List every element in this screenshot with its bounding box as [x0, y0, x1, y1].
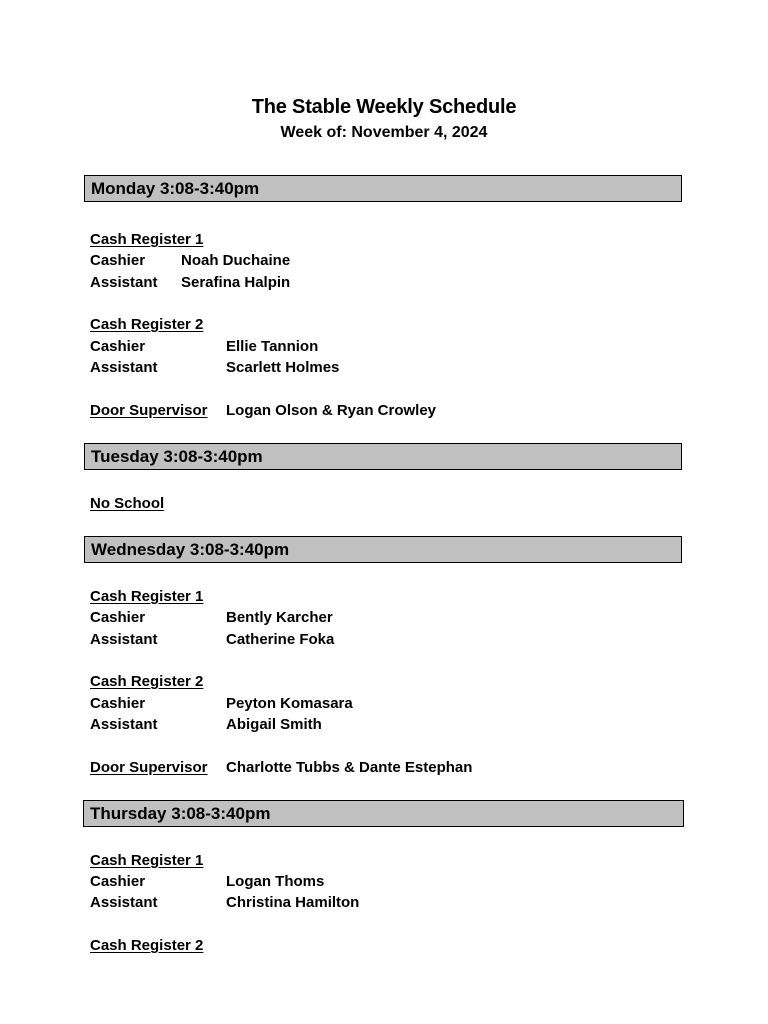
wednesday-register-2-assistant-role: Assistant [90, 716, 158, 733]
wednesday-register-1-assistant-role: Assistant [90, 631, 158, 648]
tuesday-note: No School [90, 495, 165, 512]
monday-register-2-assistant-role: Assistant [90, 359, 158, 376]
wednesday-register-2-cashier-name: Peyton Komasara [226, 695, 353, 712]
monday-register-1-assistant-name: Serafina Halpin [181, 274, 291, 291]
thursday-register-1-cashier-role: Cashier [90, 873, 146, 890]
wednesday-register-1-label: Cash Register 1 [90, 588, 204, 605]
monday-register-2-cashier-name: Ellie Tannion [226, 338, 319, 355]
thursday-register-1-assistant-name: Christina Hamilton [226, 894, 360, 911]
monday-heading: Monday 3:08-3:40pm [84, 175, 682, 202]
wednesday-heading: Wednesday 3:08-3:40pm [84, 536, 682, 563]
wednesday-door-supervisor-names: Charlotte Tubbs & Dante Estephan [226, 759, 473, 776]
wednesday-door-supervisor-label: Door Supervisor [90, 759, 208, 776]
monday-register-1-cashier-name: Noah Duchaine [181, 252, 291, 269]
wednesday-register-2-cashier-role: Cashier [90, 695, 146, 712]
wednesday-register-2-label: Cash Register 2 [90, 673, 204, 690]
monday-register-1-label: Cash Register 1 [90, 231, 204, 248]
monday-register-1-assistant-role: Assistant [90, 274, 158, 291]
monday-door-supervisor-names: Logan Olson & Ryan Crowley [226, 402, 437, 419]
page-title: The Stable Weekly Schedule [251, 96, 517, 118]
wednesday-register-1-assistant-name: Catherine Foka [226, 631, 335, 648]
monday-register-1-cashier-role: Cashier [90, 252, 146, 269]
monday-door-supervisor-label: Door Supervisor [90, 402, 208, 419]
monday-register-2-assistant-name: Scarlett Holmes [226, 359, 340, 376]
monday-register-2-cashier-role: Cashier [90, 338, 146, 355]
thursday-register-1-label: Cash Register 1 [90, 852, 204, 869]
thursday-register-1-cashier-name: Logan Thoms [226, 873, 325, 890]
tuesday-heading: Tuesday 3:08-3:40pm [84, 443, 682, 470]
thursday-heading: Thursday 3:08-3:40pm [83, 800, 684, 827]
page-subtitle: Week of: November 4, 2024 [280, 124, 488, 141]
thursday-register-2-label: Cash Register 2 [90, 937, 204, 954]
wednesday-register-2-assistant-name: Abigail Smith [226, 716, 322, 733]
thursday-register-1-assistant-role: Assistant [90, 894, 158, 911]
monday-register-2-label: Cash Register 2 [90, 316, 204, 333]
wednesday-register-1-cashier-name: Bently Karcher [226, 609, 333, 626]
wednesday-register-1-cashier-role: Cashier [90, 609, 146, 626]
